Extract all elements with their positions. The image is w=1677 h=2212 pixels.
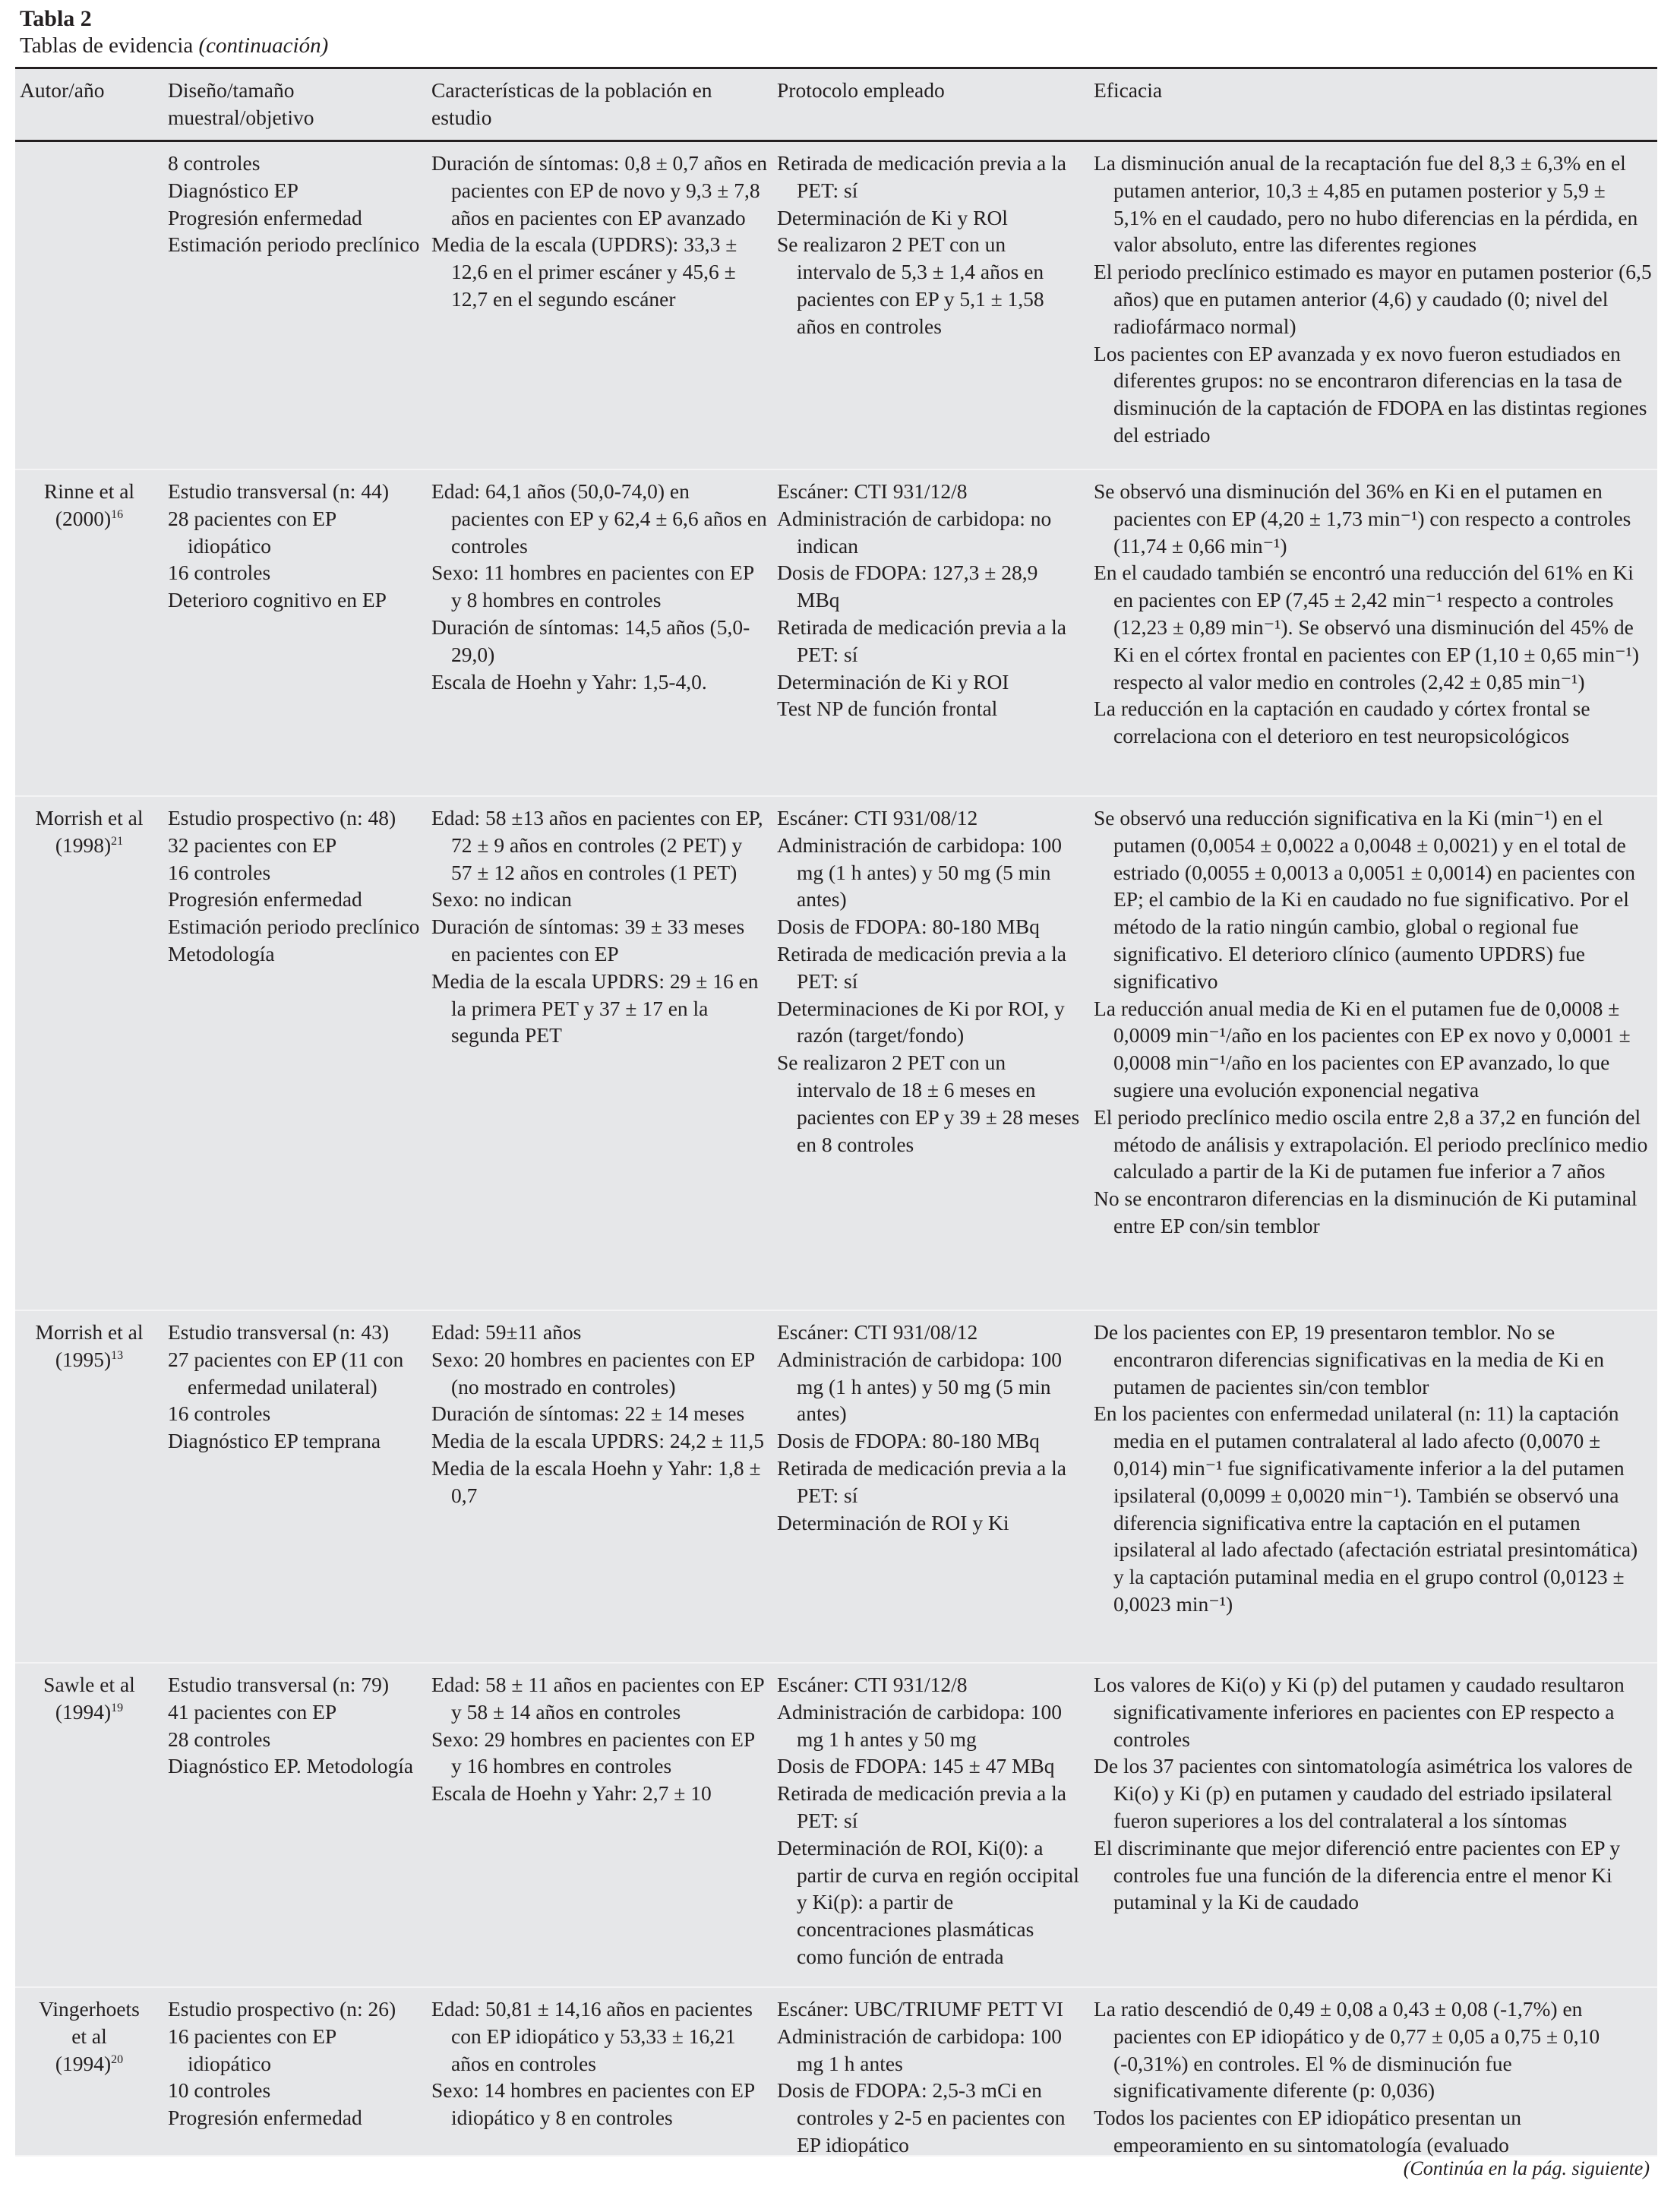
population-item: Sexo: 11 hombres en pacientes con EP y 8 hombres en controles xyxy=(431,561,754,612)
population-item: Edad: 50,81 ± 14,16 años en pacientes con EP idiopático y 53,33 ± 16,21 años en controles xyxy=(431,1997,753,2075)
protocol-item: Retirada de medicación previa a la PET: sí xyxy=(777,1781,1066,1832)
author-cell xyxy=(20,804,168,1310)
efficacy-cell xyxy=(1094,1996,1662,2159)
efficacy-item: La reducción en la captación en caudado y córtex frontal se correlaciona con el deterioro en test neuropsicológicos xyxy=(1094,697,1590,748)
design-item: Estimación periodo preclínico xyxy=(168,915,420,939)
author-line: Morrish et al xyxy=(35,806,144,830)
protocol-cell xyxy=(777,1996,1094,2159)
header-design: Diseño/tamaño muestral/objetivo xyxy=(168,78,314,129)
table-row xyxy=(15,470,1657,797)
design-item: 16 controles xyxy=(168,1401,271,1426)
table-row xyxy=(15,1664,1657,1988)
header-protocol: Protocolo empleado xyxy=(777,78,945,102)
population-item: Edad: 58 ± 11 años en pacientes con EP y 58 ± 14 años en controles xyxy=(431,1673,764,1724)
protocol-cell xyxy=(777,1319,1094,1662)
design-item: Metodología xyxy=(168,941,275,965)
efficacy-item: Los pacientes con EP avanzada y ex novo fueron estudiados en diferentes grupos: no se encontraron diferencias en la tasa de disminución de la captación de FDOPA en las distintas regiones del estriado xyxy=(1094,341,1647,447)
design-item: Diagnóstico EP. Metodología xyxy=(168,1754,414,1778)
design-item: Estudio transversal (n: 79) xyxy=(168,1673,389,1696)
population-cell xyxy=(431,1319,777,1662)
design-item: 41 pacientes con EP xyxy=(168,1699,337,1724)
author-year xyxy=(20,1698,159,1726)
reference-number: 16 xyxy=(111,507,124,521)
population-item: Media de la escala (UPDRS): 33,3 ± 12,6 en el primer escáner y 45,6 ± 12,7 en el segundo escáner xyxy=(431,232,737,311)
efficacy-item: De los pacientes con EP, 19 presentaron temblor. No se encontraron diferencias significativas en la media de Ki en putamen de pacientes sin/con temblor xyxy=(1094,1320,1604,1398)
population-cell xyxy=(431,150,777,469)
author-year-text: (1994) xyxy=(55,1699,112,1724)
population-item: Escala de Hoehn y Yahr: 1,5-4,0. xyxy=(431,669,707,694)
table-header-row xyxy=(15,69,1657,142)
reference-number: 21 xyxy=(111,834,124,848)
evidence-table xyxy=(15,67,1657,2157)
design-item: Progresión enfermedad xyxy=(168,2106,362,2130)
protocol-item: Determinación de ROI y Ki xyxy=(777,1510,1009,1534)
design-cell xyxy=(168,1996,431,2159)
population-item: Sexo: 20 hombres en pacientes con EP (no mostrado en controles) xyxy=(431,1347,755,1398)
design-item: 28 pacientes con EP idiopático xyxy=(168,506,336,558)
author-line: Rinne et al xyxy=(43,479,135,503)
population-item: Duración de síntomas: 39 ± 33 meses en pacientes con EP xyxy=(431,915,745,965)
efficacy-item: Se observó una disminución del 36% en Ki en el putamen en pacientes con EP (4,20 ± 1,73 min⁻¹) con respecto a controles (11,74 ± 0,66 min⁻¹) xyxy=(1094,479,1631,558)
protocol-item: Administración de carbidopa: 100 mg 1 h antes xyxy=(777,2024,1062,2075)
efficacy-cell xyxy=(1094,1671,1662,1986)
header-population: Características de la población en estudio xyxy=(431,78,712,129)
population-cell xyxy=(431,478,777,795)
efficacy-cell xyxy=(1094,1319,1662,1662)
population-item: Sexo: 29 hombres en pacientes con EP y 16 hombres en controles xyxy=(431,1727,755,1778)
author-line: Vingerhoets xyxy=(39,1997,140,2021)
design-item: Diagnóstico EP temprana xyxy=(168,1429,381,1453)
author-line: Sawle et al xyxy=(43,1673,135,1696)
population-item: Sexo: no indican xyxy=(431,887,572,912)
population-item: Edad: 58 ±13 años en pacientes con EP, 72 ± 9 años en controles (2 PET) y 57 ± 12 años en controles (1 PET) xyxy=(431,806,763,884)
design-cell xyxy=(168,804,431,1310)
protocol-item: Administración de carbidopa: 100 mg (1 h antes) y 50 mg (5 min antes) xyxy=(777,1347,1062,1426)
efficacy-item: El discriminante que mejor diferenció entre pacientes con EP y controles fue una función de la diferencia entre el menor Ki putaminal y la Ki de caudado xyxy=(1094,1835,1621,1914)
author-cell xyxy=(20,1319,168,1662)
protocol-item: Retirada de medicación previa a la PET: sí xyxy=(777,941,1066,993)
efficacy-item: No se encontraron diferencias en la disminución de Ki putaminal entre EP con/sin temblor xyxy=(1094,1187,1638,1237)
table-body xyxy=(15,142,1657,2157)
efficacy-item: Se observó una reducción significativa en la Ki (min⁻¹) en el putamen (0,0054 ± 0,0022 a 0,0048 ± 0,0021) y en el total de estriado (0,0055 ± 0,0013 a 0,0051 ± 0,0014) en pacientes con EP; el cambio de la Ki en caudado no fue significativo. Por el método de la ratio ningún cambio, global o regional fue significativo. El deterioro clínico (aumento UPDRS) fue significativo xyxy=(1094,806,1635,993)
protocol-item: Retirada de medicación previa a la PET: sí xyxy=(777,1455,1066,1507)
protocol-item: Determinación de ROI, Ki(0): a partir de curva en región occipital y Ki(p): a partir de concentraciones plasmáticas como función de entrada xyxy=(777,1835,1079,1968)
author-cell xyxy=(20,478,168,795)
reference-number: 20 xyxy=(111,2052,124,2066)
author-year xyxy=(20,832,159,859)
design-cell xyxy=(168,150,431,469)
protocol-cell xyxy=(777,478,1094,795)
efficacy-item: La ratio descendió de 0,49 ± 0,08 a 0,43 ± 0,08 (-1,7%) en pacientes con EP idiopático y de 0,77 ± 0,05 a 0,75 ± 0,10 (-0,31%) en controles. El % de disminución fue significativamente diferente (p: 0,036) xyxy=(1094,1997,1600,2103)
table-row xyxy=(15,1311,1657,1664)
protocol-item: Administración de carbidopa: 100 mg 1 h antes y 50 mg xyxy=(777,1699,1062,1751)
design-item: Deterioro cognitivo en EP xyxy=(168,588,387,612)
design-cell xyxy=(168,1671,431,1986)
design-item: Estudio transversal (n: 43) xyxy=(168,1320,389,1344)
design-item: Estudio transversal (n: 44) xyxy=(168,479,389,503)
design-item: Estudio prospectivo (n: 48) xyxy=(168,806,396,830)
design-item: 16 pacientes con EP idiopático xyxy=(168,2024,336,2075)
efficacy-item: Todos los pacientes con EP idiopático presentan un empeoramiento en su sintomatología (evaluado xyxy=(1094,2106,1521,2157)
efficacy-item: En los pacientes con enfermedad unilateral (n: 11) la captación media en el putamen contralateral al lado afecto (0,0070 ± 0,014) min⁻¹ fue significativamente inferior a la del putamen ipsilateral (0,0099 ± 0,0020 min⁻¹). También se observó una diferencia significativa entre la captación en el putamen ipsilateral al lado afectado (afectación estriatal presintomática) y la captación putaminal media en el grupo control (0,0123 ± 0,0023 min⁻¹) xyxy=(1094,1401,1638,1616)
protocol-item: Determinación de Ki y ROl xyxy=(777,205,1008,229)
subtitle-text: Tablas de evidencia xyxy=(20,33,194,58)
reference-number: 13 xyxy=(111,1348,124,1362)
author-cell xyxy=(20,1671,168,1986)
design-item: Estudio prospectivo (n: 26) xyxy=(168,1997,396,2021)
protocol-item: Dosis de FDOPA: 2,5-3 mCi en controles y 2-5 en pacientes con EP idiopático xyxy=(777,2078,1066,2157)
efficacy-item: El periodo preclínico estimado es mayor en putamen posterior (6,5 años) que en putamen anterior (4,6) y caudado (0; nivel del radiofármaco normal) xyxy=(1094,260,1652,338)
efficacy-item: La disminución anual de la recaptación fue del 8,3 ± 6,3% en el putamen anterior, 10,3 ± 4,85 en putamen posterior y 5,9 ± 5,1% en el caudado, pero no hubo diferencias en la pérdida, en valor absoluto, entre las diferentes regiones xyxy=(1094,151,1638,257)
table-row xyxy=(15,142,1657,470)
protocol-cell xyxy=(777,1671,1094,1986)
design-cell xyxy=(168,478,431,795)
protocol-item: Escáner: CTI 931/12/8 xyxy=(777,479,968,503)
protocol-item: Test NP de función frontal xyxy=(777,697,998,721)
protocol-cell xyxy=(777,150,1094,469)
protocol-cell xyxy=(777,804,1094,1310)
design-item: 32 pacientes con EP xyxy=(168,833,337,857)
population-item: Duración de síntomas: 22 ± 14 meses xyxy=(431,1401,745,1426)
efficacy-cell xyxy=(1094,478,1662,795)
design-item: Progresión enfermedad xyxy=(168,887,362,912)
author-cell xyxy=(20,1996,168,2159)
design-item: Estimación periodo preclínico xyxy=(168,232,420,257)
population-item: Escala de Hoehn y Yahr: 2,7 ± 10 xyxy=(431,1781,712,1806)
population-item: Media de la escala UPDRS: 24,2 ± 11,5 xyxy=(431,1429,764,1453)
subtitle-continuation: (continuación) xyxy=(198,33,329,58)
population-item: Edad: 64,1 años (50,0-74,0) en pacientes con EP y 62,4 ± 6,6 años en controles xyxy=(431,479,767,558)
design-item: 16 controles xyxy=(168,561,271,585)
design-item: 10 controles xyxy=(168,2078,271,2103)
protocol-item: Escáner: CTI 931/08/12 xyxy=(777,1320,978,1344)
protocol-item: Retirada de medicación previa a la PET: sí xyxy=(777,151,1066,202)
design-item: Diagnóstico EP xyxy=(168,178,298,202)
author-line: et al xyxy=(71,2024,107,2048)
population-item: Edad: 59±11 años xyxy=(431,1320,582,1344)
efficacy-cell xyxy=(1094,804,1662,1310)
author-year-text: (1994) xyxy=(55,2051,112,2075)
table-subtitle xyxy=(20,33,328,58)
protocol-item: Administración de carbidopa: 100 mg (1 h antes) y 50 mg (5 min antes) xyxy=(777,833,1062,912)
author-year-text: (2000) xyxy=(55,506,112,530)
design-item: 16 controles xyxy=(168,860,271,884)
author-year xyxy=(20,505,159,532)
design-item: 28 controles xyxy=(168,1727,271,1751)
design-item: 27 pacientes con EP (11 con enfermedad unilateral) xyxy=(168,1347,404,1398)
design-item: 8 controles xyxy=(168,151,261,175)
author-cell xyxy=(20,150,168,469)
population-item: Media de la escala UPDRS: 29 ± 16 en la primera PET y 37 ± 17 en la segunda PET xyxy=(431,969,759,1048)
protocol-item: Determinaciones de Ki por ROI, y razón (target/fondo) xyxy=(777,996,1065,1048)
protocol-item: Dosis de FDOPA: 127,3 ± 28,9 MBq xyxy=(777,561,1038,612)
protocol-item: Se realizaron 2 PET con un intervalo de 5,3 ± 1,4 años en pacientes con EP y 5,1 ± 1,58 años en controles xyxy=(777,232,1044,338)
efficacy-item: De los 37 pacientes con sintomatología asimétrica los valores de Ki(o) y Ki (p) en putamen y caudado del estriado ipsilateral fueron superiores a los del contralateral a los síntomas xyxy=(1094,1754,1633,1832)
reference-number: 19 xyxy=(111,1701,124,1714)
header-author: Autor/año xyxy=(20,78,105,102)
protocol-item: Escáner: CTI 931/08/12 xyxy=(777,806,978,830)
author-year xyxy=(20,1346,159,1373)
population-item: Media de la escala Hoehn y Yahr: 1,8 ± 0,7 xyxy=(431,1455,761,1507)
author-line: Morrish et al xyxy=(35,1320,144,1344)
design-item: Progresión enfermedad xyxy=(168,205,362,229)
population-item: Duración de síntomas: 0,8 ± 0,7 años en pacientes con EP de novo y 9,3 ± 7,8 años en pacientes con EP avanzado xyxy=(431,151,768,229)
efficacy-item: La reducción anual media de Ki en el putamen fue de 0,0008 ± 0,0009 min⁻¹/año en los pacientes con EP ex novo y 0,0001 ± 0,0008 min⁻¹/año en los pacientes con EP avanzado, lo que sugiere una evolución exponencial negativa xyxy=(1094,996,1631,1101)
table-row xyxy=(15,1988,1657,2157)
continuation-note: (Continúa en la pág. siguiente) xyxy=(1403,2157,1650,2179)
protocol-item: Escáner: UBC/TRIUMF PETT VI xyxy=(777,1997,1064,2021)
population-cell xyxy=(431,1996,777,2159)
author-year-text: (1995) xyxy=(55,1347,112,1371)
protocol-item: Se realizaron 2 PET con un intervalo de 18 ± 6 meses en pacientes con EP y 39 ± 28 meses en 8 controles xyxy=(777,1051,1080,1156)
header-efficacy: Eficacia xyxy=(1094,78,1163,102)
protocol-item: Administración de carbidopa: no indican xyxy=(777,506,1052,558)
population-item: Duración de síntomas: 14,5 años (5,0-29,0) xyxy=(431,615,750,666)
table-row xyxy=(15,797,1657,1311)
efficacy-item: Los valores de Ki(o) y Ki (p) del putamen y caudado resultaron significativamente inferiores en pacientes con EP respecto a controles xyxy=(1094,1673,1625,1751)
efficacy-cell xyxy=(1094,150,1662,469)
author-year-text: (1998) xyxy=(55,833,112,857)
protocol-item: Escáner: CTI 931/12/8 xyxy=(777,1673,968,1696)
protocol-item: Determinación de Ki y ROI xyxy=(777,669,1009,694)
protocol-item: Dosis de FDOPA: 145 ± 47 MBq xyxy=(777,1754,1055,1778)
efficacy-item: El periodo preclínico medio oscila entre 2,8 a 37,2 en función del método de análisis y extrapolación. El periodo preclínico medio calculado a partir de la Ki de putamen fue inferior a 7 años xyxy=(1094,1104,1648,1183)
protocol-item: Retirada de medicación previa a la PET: sí xyxy=(777,615,1066,666)
table-title: Tabla 2 xyxy=(20,6,92,31)
protocol-item: Dosis de FDOPA: 80-180 MBq xyxy=(777,915,1040,939)
protocol-item: Dosis de FDOPA: 80-180 MBq xyxy=(777,1429,1040,1453)
design-cell xyxy=(168,1319,431,1662)
population-cell xyxy=(431,804,777,1310)
author-year xyxy=(20,2050,159,2078)
efficacy-item: En el caudado también se encontró una reducción del 61% en Ki en pacientes con EP (7,45 ± 2,42 min⁻¹ respecto a controles (12,23 ± 0,89 min⁻¹). Se observó una disminución del 45% de Ki en el córtex frontal en pacientes con EP (1,10 ± 0,65 min⁻¹) respecto al valor medio en controles (2,42 ± 0,85 min⁻¹) xyxy=(1094,561,1640,694)
population-item: Sexo: 14 hombres en pacientes con EP idiopático y 8 en controles xyxy=(431,2078,755,2130)
population-cell xyxy=(431,1671,777,1986)
